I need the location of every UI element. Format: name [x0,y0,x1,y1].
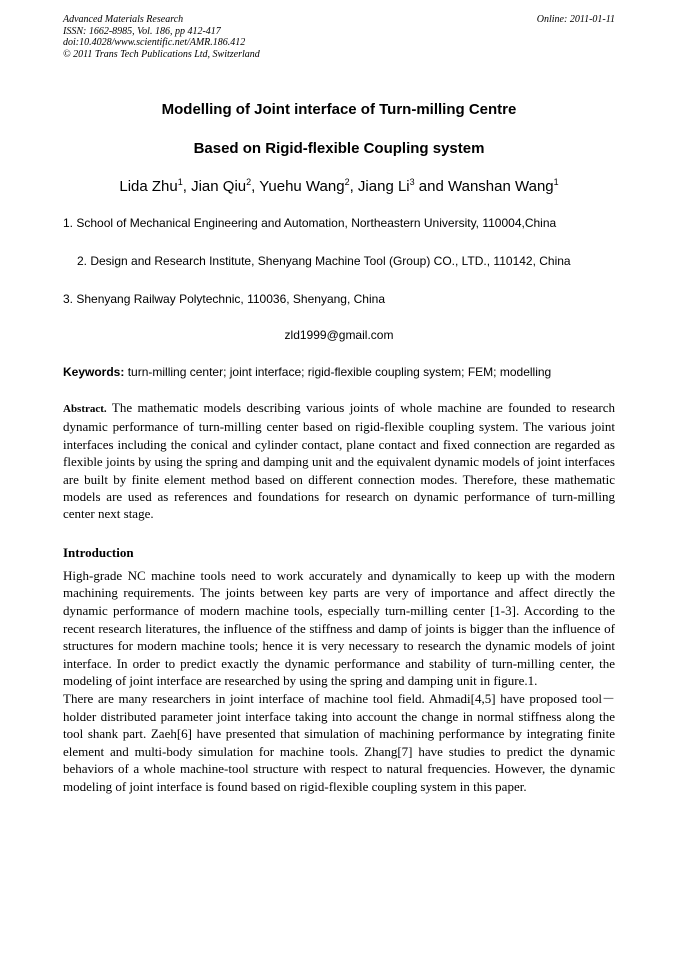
author-separator: , [251,178,260,195]
paper-page [63,14,615,796]
author [191,178,259,195]
author-affiliation-mark: 3 [409,177,415,187]
keywords-text: turn-milling center; joint interface; rigid-flexible coupling system; FEM; modelling [127,365,552,379]
author-list [63,177,615,197]
paper-title-line-1: Modelling of Joint interface of Turn-milling Centre [161,101,517,118]
introduction-body [63,567,615,796]
keywords-label: Keywords: [63,365,125,379]
paragraph: High-grade NC machine tools need to work accurately and dynamically to keep up with the modern machining requirements. The joints between key parts are very of importance and affect directly the dynamic performance of modern machine tools, especially turn-milling center [1-3]. According to the recent research literatures, the influence of the stiffness and damp of joints is bigger than the influence of structures for modern machine tools; hence it is very necessary to research the dynamic models of joint interface. In order to predict exactly the dynamic performance and stability of turn-milling center, the modeling of joint interface are researched by using the spring and damping unit in figure.1. [63,567,615,689]
online-date: Online: 2011-01-11 [536,14,615,25]
journal-name: Advanced Materials Research [63,14,184,25]
author-affiliation-mark: 2 [246,177,252,187]
author-affiliation-mark: 1 [553,177,559,187]
affiliation-3: 3. Shenyang Railway Polytechnic, 110036, Shenyang, China [63,292,385,306]
author [259,178,358,195]
author-name: Yuehu Wang [259,178,345,195]
author-name: Lida Zhu [119,178,178,195]
author-name: Wanshan Wang [448,178,554,195]
abstract [63,399,615,523]
contact-email[interactable]: zld1999@gmail.com [284,328,394,342]
abstract-label: Abstract. [63,403,107,415]
section-heading-introduction: Introduction [63,544,134,560]
author-affiliation-mark: 1 [177,177,183,187]
affiliation-1: 1. School of Mechanical Engineering and Automation, Northeastern University, 110004,China [63,216,557,230]
affiliation-2: 2. Design and Research Institute, Shenyang Machine Tool (Group) CO., LTD., 110142, China [77,254,571,268]
author [119,178,191,195]
header-citation [63,14,260,60]
author-affiliation-mark: 2 [344,177,350,187]
paragraph: There are many researchers in joint interface of machine tool field. Ahmadi[4,5] have proposed tool－holder distributed parameter joint interface taking into account the change in normal stiffness along the tool shank part. Zaeh[6] have presented that simulation of machining performance by integrating finite element and multi-body simulation for machine tools. Zhang[7] have studies to predict the dynamic behaviors of a whole machine-tool structure with respect to natural frequencies. However, the dynamic modeling of joint interface is found based on rigid-flexible coupling system in this paper. [63,691,615,794]
author-name: Jiang Li [357,178,410,195]
doi-link[interactable]: doi:10.4028/www.scientific.net/AMR.186.412 [63,37,246,48]
author [358,178,448,195]
author-separator: , [349,178,358,195]
journal-header [63,14,615,62]
keywords [63,365,615,380]
author-name: Jian Qiu [191,178,247,195]
copyright-line: © 2011 Trans Tech Publications Ltd, Switzerland [63,48,260,60]
author-separator: and [414,178,449,195]
author [448,178,559,195]
paper-title-line-2: Based on Rigid-flexible Coupling system [193,140,485,157]
author-separator: , [182,178,192,195]
abstract-text: The mathematic models describing various joints of whole machine are founded to research dynamic performance of turn-milling center based on rigid-flexible coupling system. The various joint interfaces including the conical and cylinder contact, plane contact and fixed connection are regarded as flexible joints by using the spring and damping unit and the equivalent dynamic models of joint interfaces are built by finite element method based on different connection modes. Therefore, these mathematic models are used as references and foundations for research on dynamic performance of turn-milling center next stage. [63,400,616,522]
issn-line: ISSN: 1662-8985, Vol. 186, pp 412-417 [63,25,221,37]
